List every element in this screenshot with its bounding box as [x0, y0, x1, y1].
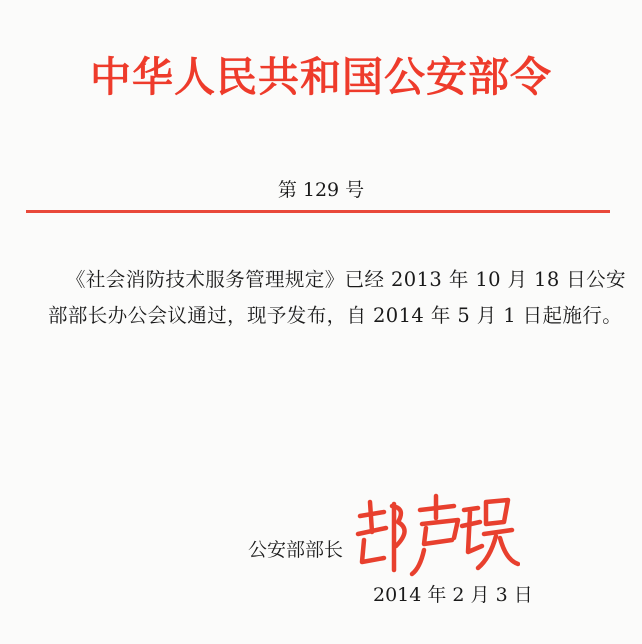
decree-number: 第 129 号	[277, 179, 365, 201]
sign-date: 2014 年 2 月 3 日	[373, 584, 533, 606]
red-divider-line	[26, 210, 610, 213]
handwritten-signature	[350, 488, 520, 578]
decree-title: 中华人民共和国公安部令	[90, 53, 552, 101]
signer-title: 公安部部长	[248, 539, 344, 561]
decree-body	[48, 262, 628, 334]
decree-body-text: 《社会消防技术服务管理规定》已经 2013 年 10 月 18 日公安部部长办公会议通过，现予发布，自 2014 年 5 月 1 日起施行。	[48, 268, 626, 327]
